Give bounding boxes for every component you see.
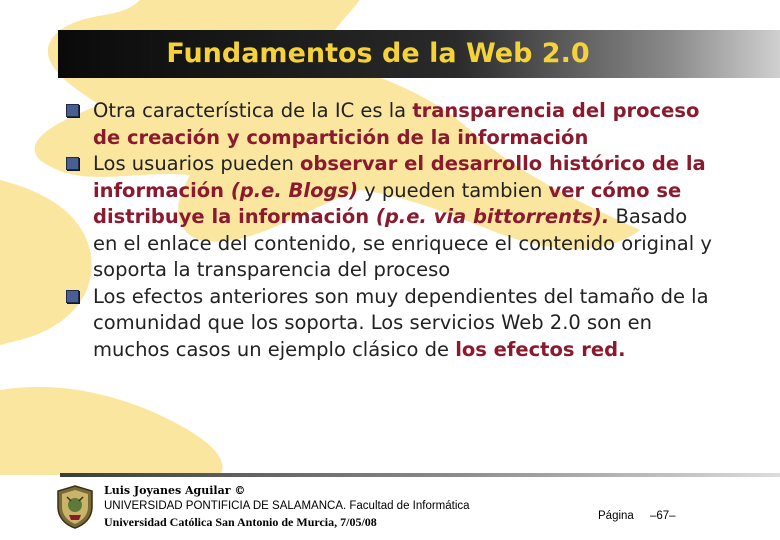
bullet-text: y pueden tambien <box>357 178 549 202</box>
highlight-text: los efectos red. <box>455 337 626 361</box>
bullet-item <box>66 151 716 284</box>
bullet-text: Otra característica de la IC es la <box>93 99 413 122</box>
bullet-item <box>66 98 716 151</box>
bullet-item <box>66 284 716 364</box>
page-title: Fundamentos de la Web 2.0 <box>166 38 590 69</box>
bullet-text: Basado en el enlace del contenido, se enriquece el contenido original y soporta la transparencia del proceso <box>93 205 712 281</box>
page-number: –67– <box>650 510 676 522</box>
highlight-text: transparencia del proceso de creación y compartición de la información <box>93 99 700 149</box>
slide-content <box>66 98 716 363</box>
bullet-square-icon <box>66 157 79 170</box>
background-blob-bottom <box>0 387 223 475</box>
footer-divider <box>60 473 780 477</box>
highlight-text: ver cómo se distribuye la información <box>93 178 682 228</box>
highlight-text: observar el desarrollo histórico de la información <box>93 152 706 202</box>
bullet-text: Los usuarios pueden <box>93 152 301 175</box>
footer-author: Luis Joyanes Aguilar © <box>104 484 246 497</box>
footer-university: UNIVERSIDAD PONTIFICIA DE SALAMANCA. Facultad de Informática <box>104 500 470 512</box>
highlight-example: (p.e. Blogs) <box>230 178 358 202</box>
footer-ucam: Universidad Católica San Antonio de Murcia, 7/05/08 <box>104 515 377 529</box>
bullet-text: Los efectos anteriores son muy dependientes del tamaño de la comunidad que los soporta. Los servicios Web 2.0 son en muchos casos un ejemplo clásico de <box>93 284 709 361</box>
bullet-square-icon <box>66 290 79 303</box>
bullet-square-icon <box>66 104 79 117</box>
university-logo-icon <box>55 485 95 529</box>
page-label: Página <box>598 510 634 522</box>
highlight-example: (p.e. via bittorrents). <box>375 205 610 228</box>
